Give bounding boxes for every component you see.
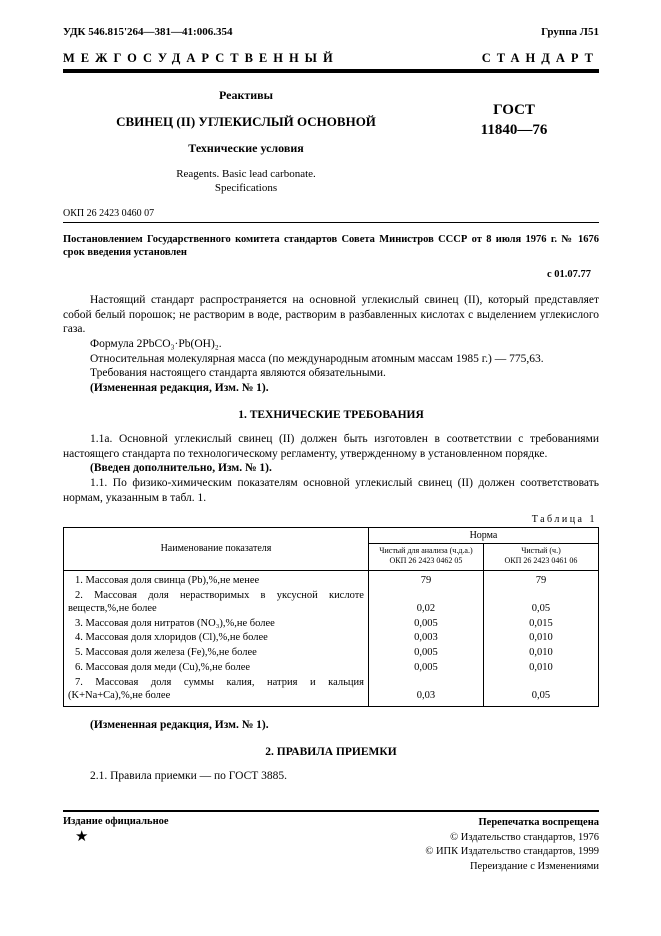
norm-ch-value: 0,05 [483, 589, 598, 617]
norm-cda-value: 79 [368, 571, 483, 589]
okp-code: ОКП 26 2423 0460 07 [63, 207, 155, 219]
table-row [64, 646, 599, 661]
document-subtitle: Технические условия [188, 141, 304, 155]
para-1-1a: 1.1а. Основной углекислый свинец (II) должен быть изготовлен в соответствии с требованиями настоящего стандарта по технологическому регламенту, утвержденному в установленном порядке. [63, 432, 599, 460]
section-1-heading: 1. ТЕХНИЧЕСКИЕ ТРЕБОВАНИЯ [238, 408, 424, 421]
table-row [64, 617, 599, 632]
udk-number: УДК 546.815'264—381—41:006.354 [63, 26, 233, 38]
norm-cda-value: 0,03 [368, 676, 483, 707]
gost-label: ГОСТ [493, 102, 535, 118]
title-block [63, 88, 599, 196]
standard-kind-heading [63, 51, 599, 66]
footer-rule [63, 810, 599, 812]
amended-note-1: (Измененная редакция, Изм. № 1). [90, 382, 269, 395]
indicator-name: 4. Массовая доля хлоридов (Cl),%,не более [64, 631, 369, 646]
footer-right [425, 816, 599, 875]
col-header-ch-line2: ОКП 26 2423 0461 06 [504, 555, 578, 565]
col-header-cda-line1: Чистый для анализа (ч.д.а.) [379, 545, 473, 555]
table-row [64, 631, 599, 646]
table-row [64, 589, 599, 617]
spec-table [63, 527, 599, 708]
standard-kind-word1: МЕЖГОСУДАРСТВЕННЫЙ [63, 51, 339, 65]
indicator-name: 7. Массовая доля суммы калия, натрия и кальция (K+Na+Ca),%,не более [64, 676, 369, 707]
official-edition-label: Издание официальное [63, 815, 169, 827]
amended-note-2: (Измененная редакция, Изм. № 1). [90, 719, 269, 732]
copyright-1976: © Издательство стандартов, 1976 [450, 831, 599, 843]
indicator-name: 5. Массовая доля железа (Fe),%,не более [64, 646, 369, 661]
indicator-name: 6. Массовая доля меди (Cu),%,не более [64, 661, 369, 676]
document-title: СВИНЕЦ (II) УГЛЕКИСЛЫЙ ОСНОВНОЙ [116, 114, 376, 129]
reprint-prohibited-label: Перепечатка воспрещена [478, 816, 599, 828]
enactment-date: с 01.07.77 [546, 268, 591, 280]
category-title: Реактивы [218, 88, 274, 102]
mandatory-paragraph: Требования настоящего стандарта являются обязательными. [90, 367, 386, 380]
table-row [64, 661, 599, 676]
norm-cda-value: 0,02 [368, 589, 483, 617]
introduced-note: (Введен дополнительно, Изм. № 1). [90, 462, 272, 475]
norm-ch-value: 0,010 [483, 631, 598, 646]
norm-cda-value: 0,005 [368, 661, 483, 676]
col-header-ch-line1: Чистый (ч.) [521, 545, 561, 555]
title-english-line2: Specifications [214, 182, 278, 195]
spec-table-body [64, 571, 599, 707]
copyright-1999: © ИПК Издательство стандартов, 1999 [425, 846, 599, 858]
title-english-line1: Reagents. Basic lead carbonate. [176, 168, 316, 180]
gost-number-box [429, 88, 599, 196]
indicator-name: 1. Массовая доля свинца (Pb),%,не менее [64, 571, 369, 589]
formula-paragraph: Формула 2PbCO₃·Pb(OH)₂. [90, 338, 222, 351]
norm-ch-value: 0,010 [483, 661, 598, 676]
norm-ch-value: 0,010 [483, 646, 598, 661]
header-thick-rule [63, 69, 599, 73]
reissue-note: Переиздание с Изменениями [469, 860, 599, 872]
title-center [63, 88, 429, 196]
enactment-text: Постановлением Государственного комитета стандартов Совета Министров СССР от 8 июля 1976 г. № 1676 срок введения установлен [63, 233, 599, 259]
intro-section [63, 293, 599, 396]
norm-cda-value: 0,005 [368, 646, 483, 661]
molecular-mass-paragraph: Относительная молекулярная масса (по международным атомным массам 1985 г.) — 775,63. [90, 352, 544, 365]
top-line [63, 26, 599, 38]
footer-left [63, 816, 169, 875]
norm-ch-value: 0,05 [483, 676, 598, 707]
para-2-1: 2.1. Правила приемки — по ГОСТ 3885. [90, 770, 288, 783]
table-caption: Таблица 1 [531, 513, 597, 525]
norm-cda-value: 0,003 [368, 631, 483, 646]
intro-paragraph-1: Настоящий стандарт распространяется на основной углекислый свинец (II), который представляет собой белый порошок; не растворим в воде, растворим в разбавленных кислотах с выделением углекислого газа. [63, 293, 599, 336]
gost-number: 11840—76 [480, 122, 548, 139]
star-icon: ★ [75, 828, 89, 845]
standard-kind-word2: СТАНДАРТ [481, 51, 599, 65]
table-row [64, 676, 599, 707]
indicator-name: 3. Массовая доля нитратов (NO₃),%,не более [64, 617, 369, 632]
norm-cda-value: 0,005 [368, 617, 483, 632]
spec-table-head [64, 527, 599, 571]
indicator-name: 2. Массовая доля нерастворимых в уксусной кислоте веществ,%,не более [64, 589, 369, 617]
col-header-norm: Норма [368, 527, 598, 543]
okp-rule [63, 222, 599, 223]
norm-ch-value: 79 [483, 571, 598, 589]
page-footer [63, 810, 599, 875]
table-row [64, 571, 599, 589]
group-label: Группа Л51 [541, 26, 599, 38]
norm-ch-value: 0,015 [483, 617, 598, 632]
title-english [63, 167, 429, 196]
col-header-cda [368, 543, 483, 571]
para-1-1: 1.1. По физико-химическим показателям основной углекислый свинец (II) должен соответствовать нормам, указанным в табл. 1. [63, 477, 599, 504]
section-2-heading: 2. ПРАВИЛА ПРИЕМКИ [265, 746, 397, 759]
col-header-indicator: Наименование показателя [64, 527, 369, 571]
col-header-ch [483, 543, 598, 571]
footer-row [63, 816, 599, 875]
col-header-cda-line2: ОКП 26 2423 0462 05 [389, 555, 463, 565]
